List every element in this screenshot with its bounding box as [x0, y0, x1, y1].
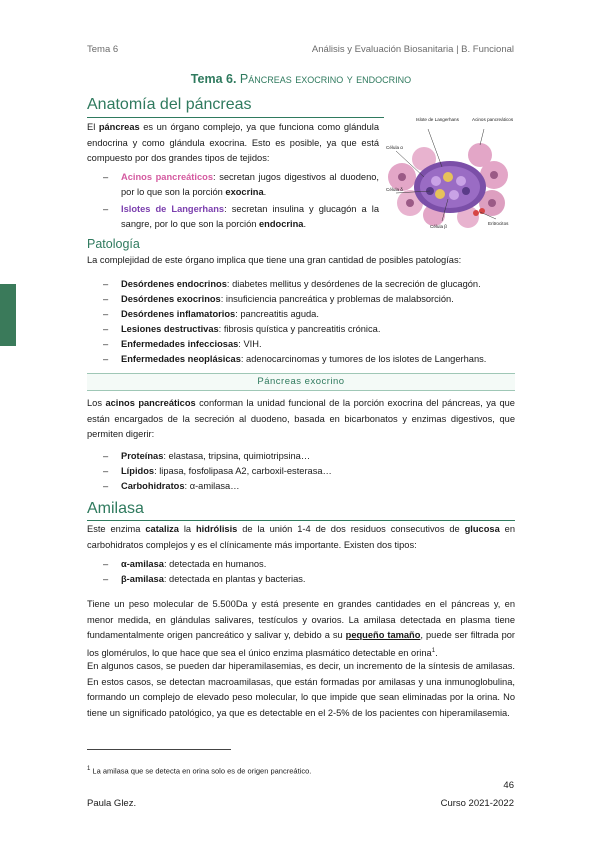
text-run: : α-amilasa…	[184, 481, 240, 491]
list-item	[87, 572, 515, 587]
list-item	[87, 277, 515, 292]
footnote-rule	[87, 749, 231, 750]
bullet-dash-icon: –	[103, 279, 109, 289]
patologia-list	[87, 277, 515, 367]
heading-rule-amilasa	[87, 520, 515, 521]
amilasa-p2	[87, 597, 515, 661]
text-run: Islotes de Langerhans	[121, 204, 225, 214]
amilasa-list	[87, 557, 515, 587]
text-run: : detectada en humanos.	[163, 559, 267, 569]
bullet-dash-icon: –	[103, 481, 109, 491]
text-run: : secretan insulina y glucagón a la sangre, por lo que son la porción	[121, 204, 379, 229]
bullet-dash-icon: –	[103, 172, 109, 182]
list-item	[87, 170, 379, 200]
text-run: : pancreatitis aguda.	[235, 309, 319, 319]
bullet-dash-icon: –	[103, 559, 109, 569]
amilasa-p1	[87, 522, 515, 553]
list-item	[87, 202, 379, 232]
heading-amilasa: Amilasa	[87, 500, 144, 517]
text-run: .	[263, 187, 267, 197]
text-run: pequeño tamaño	[345, 630, 421, 640]
patologia-intro: La complejidad de este órgano implica que tiene una gran cantidad de posibles patologías:	[87, 255, 462, 265]
footnote-number: 1	[87, 766, 91, 772]
text-run: Carbohidratos	[121, 481, 185, 491]
label-acinos: Acinos pancreáticos	[472, 117, 514, 122]
label-celula-a: Célula α	[386, 145, 403, 150]
title-prefix: Tema 6.	[190, 72, 237, 86]
section-band-exocrino: Páncreas exocrino	[87, 373, 515, 391]
header-right: Análisis y Evaluación Biosanitaria | B. Funcional	[311, 44, 514, 55]
text-run: conforman la unidad funcional de la porción exocrina del páncreas, ya que están encargados de la secreción al duodeno, basada en bicarbonatos y enzimas digestivos, que permiten digerir:	[87, 398, 515, 439]
heading-anatomia: Anatomía del páncreas	[87, 96, 252, 113]
label-celula-d: Célula δ	[386, 187, 403, 192]
text-run: .	[435, 647, 438, 658]
bullet-dash-icon: –	[103, 354, 109, 364]
anatomia-intro	[87, 120, 379, 167]
text-run: Enfermedades infecciosas	[121, 339, 239, 349]
list-item	[87, 292, 515, 307]
text-run: El	[87, 122, 99, 132]
bullet-dash-icon: –	[103, 574, 109, 584]
bullet-dash-icon: –	[103, 204, 109, 214]
text-run: Acinos pancreáticos	[121, 172, 213, 182]
footnote	[87, 766, 311, 776]
exocrino-intro	[87, 396, 515, 443]
list-item	[87, 557, 515, 572]
text-run: : VIH.	[238, 339, 262, 349]
text-run: 1	[431, 647, 436, 654]
text-run: acinos pancreáticos	[105, 398, 196, 408]
text-run: : elastasa, tripsina, quimiotripsina…	[163, 451, 311, 461]
label-celula-b: Célula β	[430, 224, 447, 229]
exocrino-list	[87, 449, 515, 494]
page-number: 46	[503, 780, 514, 791]
list-item	[87, 352, 515, 367]
text-run: en carbohidratos complejos y es el clínicamente más importante. Existen dos tipos:	[87, 524, 515, 550]
text-run: exocrina	[225, 187, 264, 197]
label-islote: Islote de Langerhans	[416, 117, 459, 122]
text-run: de la unión 1-4 de dos residuos consecutivos de	[237, 524, 465, 534]
text-run: la	[178, 524, 196, 534]
text-run: glucosa	[464, 524, 500, 534]
text-run: Este enzima	[87, 524, 146, 534]
text-run: : insuficiencia pancreática y problemas de malabsorción.	[220, 294, 454, 304]
text-run: Desórdenes exocrinos	[121, 294, 221, 304]
text-run: Lípidos	[121, 466, 155, 476]
heading-patologia: Patología	[87, 237, 140, 251]
text-run: β-amilasa	[121, 574, 164, 584]
footnote-text: La amilasa que se detecta en orina solo es de origen pancreático.	[90, 766, 312, 776]
text-run: es un órgano complejo, ya que funciona como glándula endocrina y como glándula exocrina. Esto es posible, ya que está compuesto por dos grandes tipos de tejidos:	[87, 122, 379, 163]
pancreas-histology-figure	[384, 115, 515, 230]
text-run: : lipasa, fosfolipasa A2, carboxil-esterasa…	[154, 466, 332, 476]
text-run: .	[303, 219, 307, 229]
text-run: Desórdenes endocrinos	[121, 279, 227, 289]
bullet-dash-icon: –	[103, 294, 109, 304]
bullet-dash-icon: –	[103, 339, 109, 349]
text-run: endocrina	[259, 219, 304, 229]
text-run: α-amilasa	[121, 559, 164, 569]
text-run: : detectada en plantas y bacterias.	[163, 574, 306, 584]
text-run: Proteínas	[121, 451, 164, 461]
text-run: Lesiones destructivas	[121, 324, 219, 334]
text-run: , puede ser filtrada por los glomérulos, lo que hace que sea el único enzima plasmático detectable en orina	[87, 630, 516, 658]
text-run: cataliza	[145, 524, 179, 534]
anatomia-list	[87, 170, 379, 234]
text-run: : fibrosis quística y pancreatitis crónica.	[218, 324, 381, 334]
amilasa-p3: En algunos casos, se pueden dar hiperamilasemias, es decir, un incremento de la síntesis de amilasas. En estos casos, se detectan macroamilasas, que están formadas por amilasas y una inmunoglobulina, formando un complejo de elevado peso molecular, lo que impide que sean eliminadas por la orina. No tiene un significado patológico, ya que es detectable en el 2-5% de los pacientes con hiperamilasemia.	[87, 661, 515, 718]
list-item	[87, 322, 515, 337]
list-item	[87, 307, 515, 322]
list-item	[87, 464, 515, 479]
header-left: Tema 6	[87, 44, 119, 55]
text-run: Tiene un peso molecular de 5.500Da y está presente en grandes cantidades en el páncreas y, en menor medida, en glándulas salivares, testículos y ovarios. La amilasa detectada en plasma tiene fundamentalmente origen pancreático y salivar y, debido a su	[87, 599, 515, 640]
title-rest: Páncreas exocrino y endocrino	[239, 72, 412, 86]
bullet-dash-icon: –	[103, 466, 109, 476]
list-item	[87, 479, 515, 494]
text-run: : secretan jugos digestivos al duodeno, por lo que son la porción	[121, 172, 379, 197]
page-title	[87, 72, 515, 86]
side-tab-marker	[0, 284, 16, 346]
bullet-dash-icon: –	[103, 324, 109, 334]
text-run: páncreas	[98, 122, 140, 132]
text-run: : adenocarcinomas y tumores de los islotes de Langerhans.	[240, 354, 487, 364]
text-run: Enfermedades neoplásicas	[121, 354, 241, 364]
footer-author: Paula Glez.	[87, 798, 137, 809]
text-run: Desórdenes inflamatorios	[121, 309, 236, 319]
label-eritrocitos: Eritrocitos	[488, 221, 509, 226]
pancreas-histology-image	[384, 115, 515, 230]
bullet-dash-icon: –	[103, 451, 109, 461]
list-item	[87, 337, 515, 352]
text-run: Los	[87, 398, 106, 408]
text-run: : diabetes mellitus y desórdenes de la secreción de glucagón.	[226, 279, 481, 289]
bullet-dash-icon: –	[103, 309, 109, 319]
list-item	[87, 449, 515, 464]
text-run: hidrólisis	[196, 524, 238, 534]
footer-course: Curso 2021-2022	[440, 798, 514, 809]
